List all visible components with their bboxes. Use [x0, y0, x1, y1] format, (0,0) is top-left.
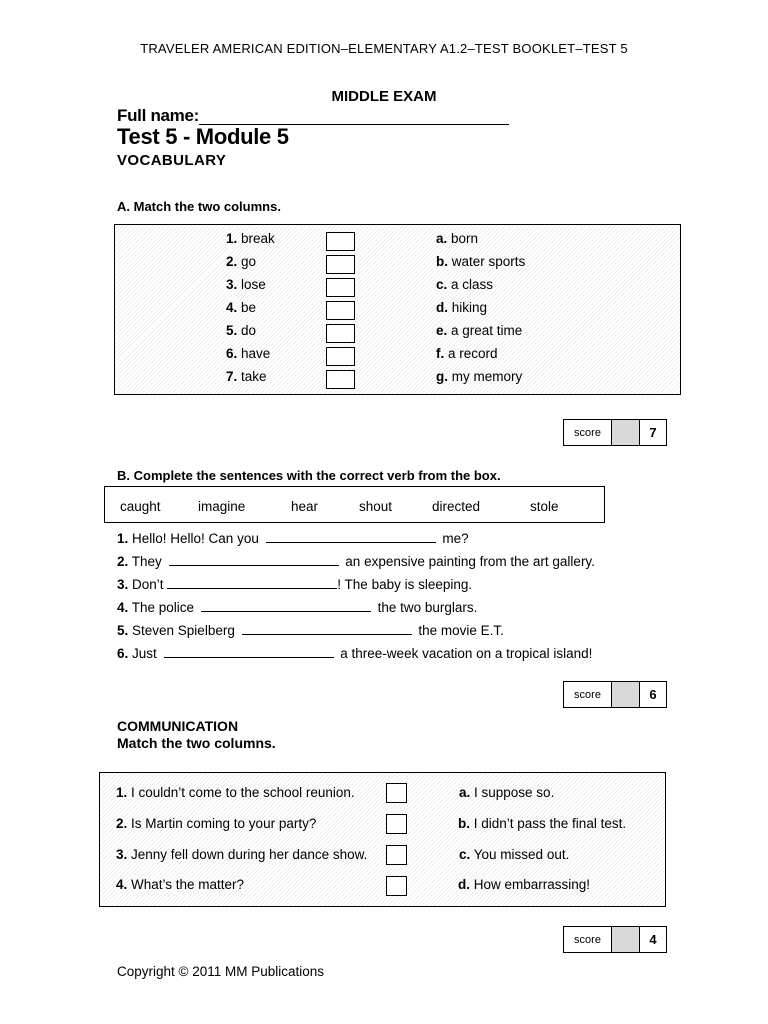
answer-box[interactable]: [386, 814, 407, 834]
answer-blank[interactable]: [169, 553, 339, 566]
sentence: 2. They an expensive painting from the art gallery.: [117, 554, 595, 569]
answer-box[interactable]: [386, 876, 407, 896]
word-box-item: directed: [432, 499, 481, 514]
sentence: 3. Don’t ! The baby is sleeping.: [117, 577, 473, 592]
answer-box[interactable]: [326, 347, 355, 366]
sentence: 5. Steven Spielberg the movie E.T.: [117, 623, 504, 638]
full-name-label: Full name:: [117, 106, 200, 125]
score-max: 4: [649, 932, 657, 947]
part-a-right-item: c. a class: [436, 277, 494, 292]
word-box-item: caught: [120, 499, 161, 514]
part-a-left-item: 2. go: [226, 254, 257, 269]
answer-blank[interactable]: [201, 599, 371, 612]
part-a-left-item: 4. be: [226, 300, 257, 315]
part-a-left-item: 7. take: [226, 369, 267, 384]
answer-box[interactable]: [326, 278, 355, 297]
score-label: score: [564, 420, 612, 445]
part-a-right-item: g. my memory: [436, 369, 523, 384]
communication-left-item: 4. What’s the matter?: [116, 877, 245, 892]
communication-left-item: 3. Jenny fell down during her dance show.: [116, 847, 368, 862]
sentence: 6. Just a three-week vacation on a tropical island!: [117, 646, 593, 661]
answer-box[interactable]: [326, 255, 355, 274]
communication-right-item: b. I didn’t pass the final test.: [458, 816, 627, 831]
answer-box[interactable]: [386, 783, 407, 803]
communication-right-item: c. You missed out.: [459, 847, 570, 862]
answer-box[interactable]: [386, 845, 407, 865]
part-b-instruction: B. Complete the sentences with the correct verb from the box.: [117, 468, 501, 483]
score-label: score: [564, 927, 612, 952]
communication-right-item: d. How embarrassing!: [458, 877, 591, 892]
communication-heading: COMMUNICATION: [117, 718, 239, 734]
score-max: 6: [649, 687, 657, 702]
part-a-right-item: e. a great time: [436, 323, 523, 338]
part-a-right-item: b. water sports: [436, 254, 526, 269]
word-box-item: shout: [359, 499, 393, 514]
part-a-right-item: a. born: [436, 231, 479, 246]
vocabulary-heading: VOCABULARY: [117, 152, 227, 169]
word-box-item: imagine: [198, 499, 246, 514]
part-a-left-item: 3. lose: [226, 277, 266, 292]
score-input[interactable]: [612, 927, 640, 952]
part-a-match-box: [114, 224, 681, 395]
sentence: 1. Hello! Hello! Can you me?: [117, 531, 469, 546]
score-input[interactable]: [612, 682, 640, 707]
answer-blank[interactable]: [266, 530, 436, 543]
running-head: TRAVELER AMERICAN EDITION–ELEMENTARY A1.2–TEST BOOKLET–TEST 5: [140, 41, 628, 56]
communication-right-item: a. I suppose so.: [459, 785, 555, 800]
score-box: [563, 419, 667, 446]
answer-blank[interactable]: [167, 576, 337, 589]
part-a-instruction: A. Match the two columns.: [117, 199, 281, 214]
word-box-item: hear: [291, 499, 319, 514]
exam-title: MIDDLE EXAM: [331, 88, 437, 105]
answer-blank[interactable]: [242, 622, 412, 635]
communication-left-item: 1. I couldn’t come to the school reunion.: [116, 785, 355, 800]
answer-box[interactable]: [326, 370, 355, 389]
score-box: [563, 926, 667, 953]
score-box: [563, 681, 667, 708]
answer-box[interactable]: [326, 324, 355, 343]
communication-match-box: [99, 772, 666, 907]
word-box-item: stole: [530, 499, 559, 514]
part-a-left-item: 1. break: [226, 231, 275, 246]
test-title: Test 5 - Module 5: [117, 124, 289, 149]
part-a-right-item: f. a record: [436, 346, 498, 361]
copyright: Copyright © 2011 MM Publications: [117, 964, 325, 979]
answer-blank[interactable]: [164, 645, 334, 658]
part-a-left-item: 5. do: [226, 323, 257, 338]
answer-box[interactable]: [326, 301, 355, 320]
communication-left-item: 2. Is Martin coming to your party?: [116, 816, 317, 831]
answer-box[interactable]: [326, 232, 355, 251]
score-label: score: [564, 682, 612, 707]
score-max: 7: [649, 425, 657, 440]
sentence: 4. The police the two burglars.: [117, 600, 478, 615]
part-a-left-item: 6. have: [226, 346, 271, 361]
communication-instruction: Match the two columns.: [117, 735, 276, 751]
word-box: [104, 486, 605, 523]
part-a-right-item: d. hiking: [436, 300, 488, 315]
score-input[interactable]: [612, 420, 640, 445]
